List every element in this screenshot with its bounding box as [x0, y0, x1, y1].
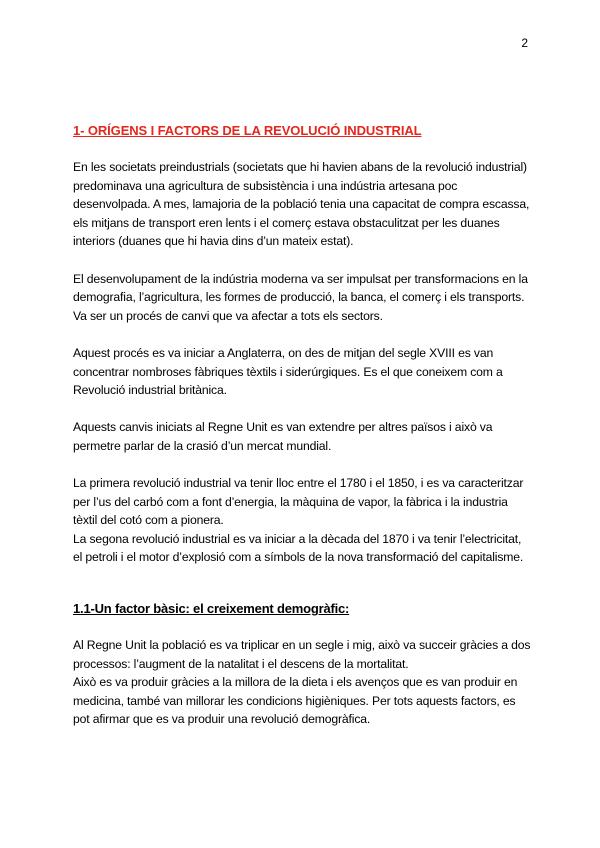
paragraph-population-growth: Al Regne Unit la població es va triplicar en un segle i mig, això va succeir gràcies a dos processos: l’augment de la natalitat i el descens de la mortalitat.	[73, 638, 531, 671]
section-title: 1- ORÍGENS I FACTORS DE LA REVOLUCIÓ INDUSTRIAL	[73, 123, 422, 138]
paragraph-world-market: Aquests canvis iniciats al Regne Unit es van extendre per altres països i això va permetre parlar de la crasió d’un mercat mundial.	[73, 420, 493, 453]
document-body	[73, 122, 533, 748]
paragraph-england: Aquest procés es va iniciar a Anglaterra, on des de mitjan del segle XVIII es van concentrar nombroses fàbriques tèxtils i siderúrgiques. Es el que coneixem com a Revolució industrial britànica.	[73, 345, 503, 398]
page-number: 2	[521, 36, 528, 50]
paragraph-first-revolution: La primera revolució industrial va tenir lloc entre el 1780 i el 1850, i es va caracteritzar per l’us del carbó com a font d’energia, la màquina de vapor, la fàbrica i la industria tèxtil del cotó com a pionera.	[73, 476, 524, 528]
paragraph-second-revolution: La segona revolució industrial es va iniciar a la dècada del 1870 i va tenir l’electricitat, el petroli i el motor d’explosió com a símbols de la nova transformació del capitalisme.	[73, 531, 524, 565]
paragraph-demographic-revolution: Això es va produir gràcies a la millora de la dieta i els avenços que es van produir en medicina, també van millorar les condicions higièniques. Per tots aquests factors, es pot afirmar que es va produir una revolució demogràfica.	[73, 675, 518, 727]
paragraph-preindustrial-societies: En les societats preindustrials (societats que hi havien abans de la revolució industrial) predominava una agricultura de subsistència i una indústria artesana poc desenvolpada. A mes, lamajoria de la població tenia una capacitat de compra escassa, els mitjans de transport eren lents i el comerç estava obstaculitzat per les duanes interiors (duanes que hi havia dins d’un mateix estat).	[73, 160, 530, 249]
subsection-title: 1.1-Un factor bàsic: el creixement demogràfic:	[73, 601, 350, 617]
paragraph-modern-industry: El desenvolupament de la indústria moderna va ser impulsat per transformacions en la demografia, l’agricultura, les formes de producció, la banca, el comerç i els transports. Va ser un procés de canvi que va afectar a tots els sectors.	[73, 271, 528, 323]
